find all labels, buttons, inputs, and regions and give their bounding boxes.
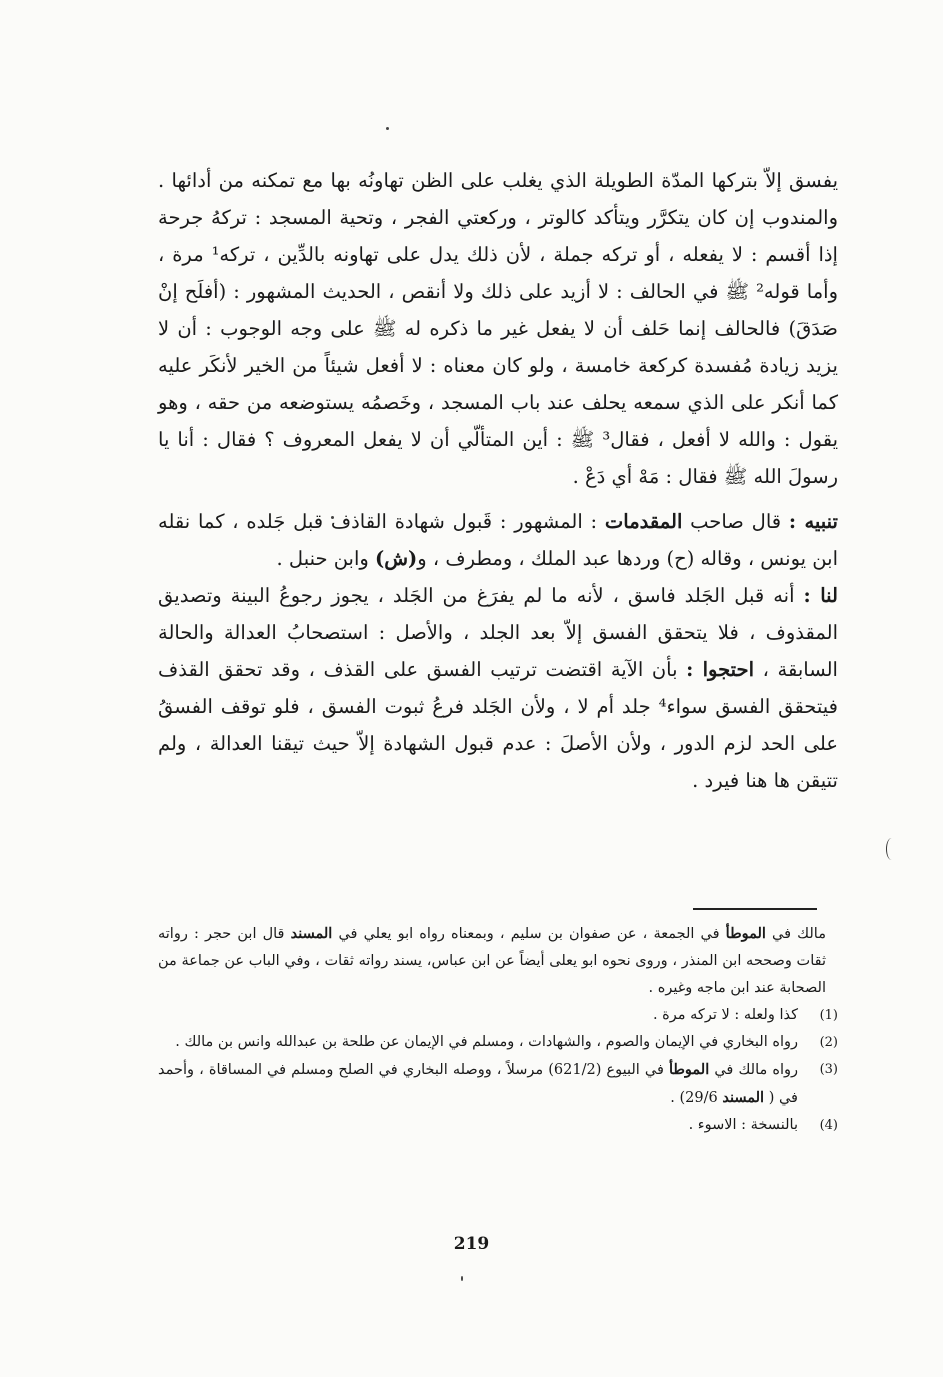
scan-speck [461,1276,463,1281]
scan-speck [386,127,389,130]
footnote-text: كذا ولعله : لا تركه مرة . [652,1007,798,1023]
footnote-text: بالنسخة : الاسوء . [688,1117,798,1133]
footnote-number: (1) [819,1008,838,1023]
main-text [158,162,838,799]
ihtajju-label: احتجوا : [686,658,755,681]
footnote-continuation: مالك في الموطأ في الجمعة ، عن صفوان بن سليم ، وبمعناه رواه ابو يعلي في المسند قال ابن حجر : رواته ثقات وصححه ابن المنذر ، وروى نحوه ابو يعلى أيضاً عن ابن عباس، يسند رواته ثقات ، وفي الباب عن جماعة من الصحابة عند ابن ماجه وغيره . [158,925,826,996]
footnote-text: رواه البخاري في الإيمان والصوم ، والشهادات ، ومسلم في الإيمان عن طلحة بن عبدالله وانس بن مالك . [175,1034,798,1050]
footnote-4 [158,1112,838,1139]
footnote-text: رواه مالك في الموطأ في البيوع (621/2) مرسلاً ، ووصله البخاري في الصلح ومسلم في المساقاة ، وأحمد في ( المسند 29/6) . [158,1061,798,1106]
paragraph-lana: لنا : أنه قبل الجَلد فاسق ، لأنه ما لم يفرَغ من الجَلد ، يجوز رجوعُ البينة وتصديق المقذوف ، فلا يتحقق الفسق إلاّ بعد الجلد ، والأصل : استصحابُ العدالة والحالة السابقة ، احتجوا : بأن الآية اقتضت ترتيب الفسق على القذف ، وقد تحقق القذف فيتحقق الفسق سواء⁴ جلد أم لا ، ولأن الجَلد فرعُ ثبوت الفسق ، فلو توقف الفسقُ على الحد لزم الدور ، ولأن الأصلَ : عدم قبول الشهادة إلاّ حيث تيقنا العدالة ، ولم تتيقن ها هنا فيرد . [158,584,838,792]
footnote-number: (3) [819,1062,838,1077]
footnotes [158,920,838,1139]
lana-label: لنا : [803,584,838,607]
page-number: 219 [453,1234,490,1254]
abbrev-sh: (ش) [375,547,418,570]
footnote-number: (4) [819,1118,838,1133]
paragraph-tanbih: تنبيه : قال صاحب المقدمات : المشهور : قَبول شهادة القاذف قبل جَلده ، كما نقله ابن يونس ، وقاله (ح) وردها عبد الملك ، ومطرف ، و(ش) وابن حنبل . [158,510,838,570]
footnote-1 [158,1002,838,1029]
footnote-separator [693,908,817,910]
footnote-3 [158,1056,838,1112]
footnote-2 [158,1029,838,1056]
book-title-muqaddimat: المقدمات [604,510,683,533]
paragraph-1: يفسق إلاّ بتركها المدّة الطويلة الذي يغلب على الظن تهاونُه بها مع تمكنه من أدائها . والمندوب إن كان يتكرَّر ويتأكد كالوتر ، وركعتي الفجر ، وتحية المسجد : تركهُ جرحة إذا أقسم : لا يفعله ، أو تركه جملة ، لأن ذلك يدل على تهاونه بالدِّين ، تركه¹ مرة ، وأما قوله² ﷺ في الحالف : لا أزيد على ذلك ولا أنقص ، الحديث المشهور : (أفلَح إنْ صَدَقَ) فالحالف إنما حَلف أن لا يفعل غير ما ذكره له ﷺ على وجه الوجوب : أن لا يزيد زيادة مُفسدة كركعة خامسة ، ولو كان معناه : لا أفعل شيئاً من الخير لأنكَر عليه كما أنكر على الذي سمعه يحلف عند باب المسجد ، وخَصمُه يستوضعه من حقه ، وهو يقول : والله لا أفعل ، فقال³ ﷺ : أين المتألّي أن لا يفعل المعروف ؟ فقال : أنا يا رسولَ الله ﷺ فقال : مَهْ أي دَعْ . [158,169,838,488]
footnote-number: (2) [819,1035,838,1050]
tanbih-label: تنبيه : [788,510,838,533]
margin-mark [886,838,897,860]
